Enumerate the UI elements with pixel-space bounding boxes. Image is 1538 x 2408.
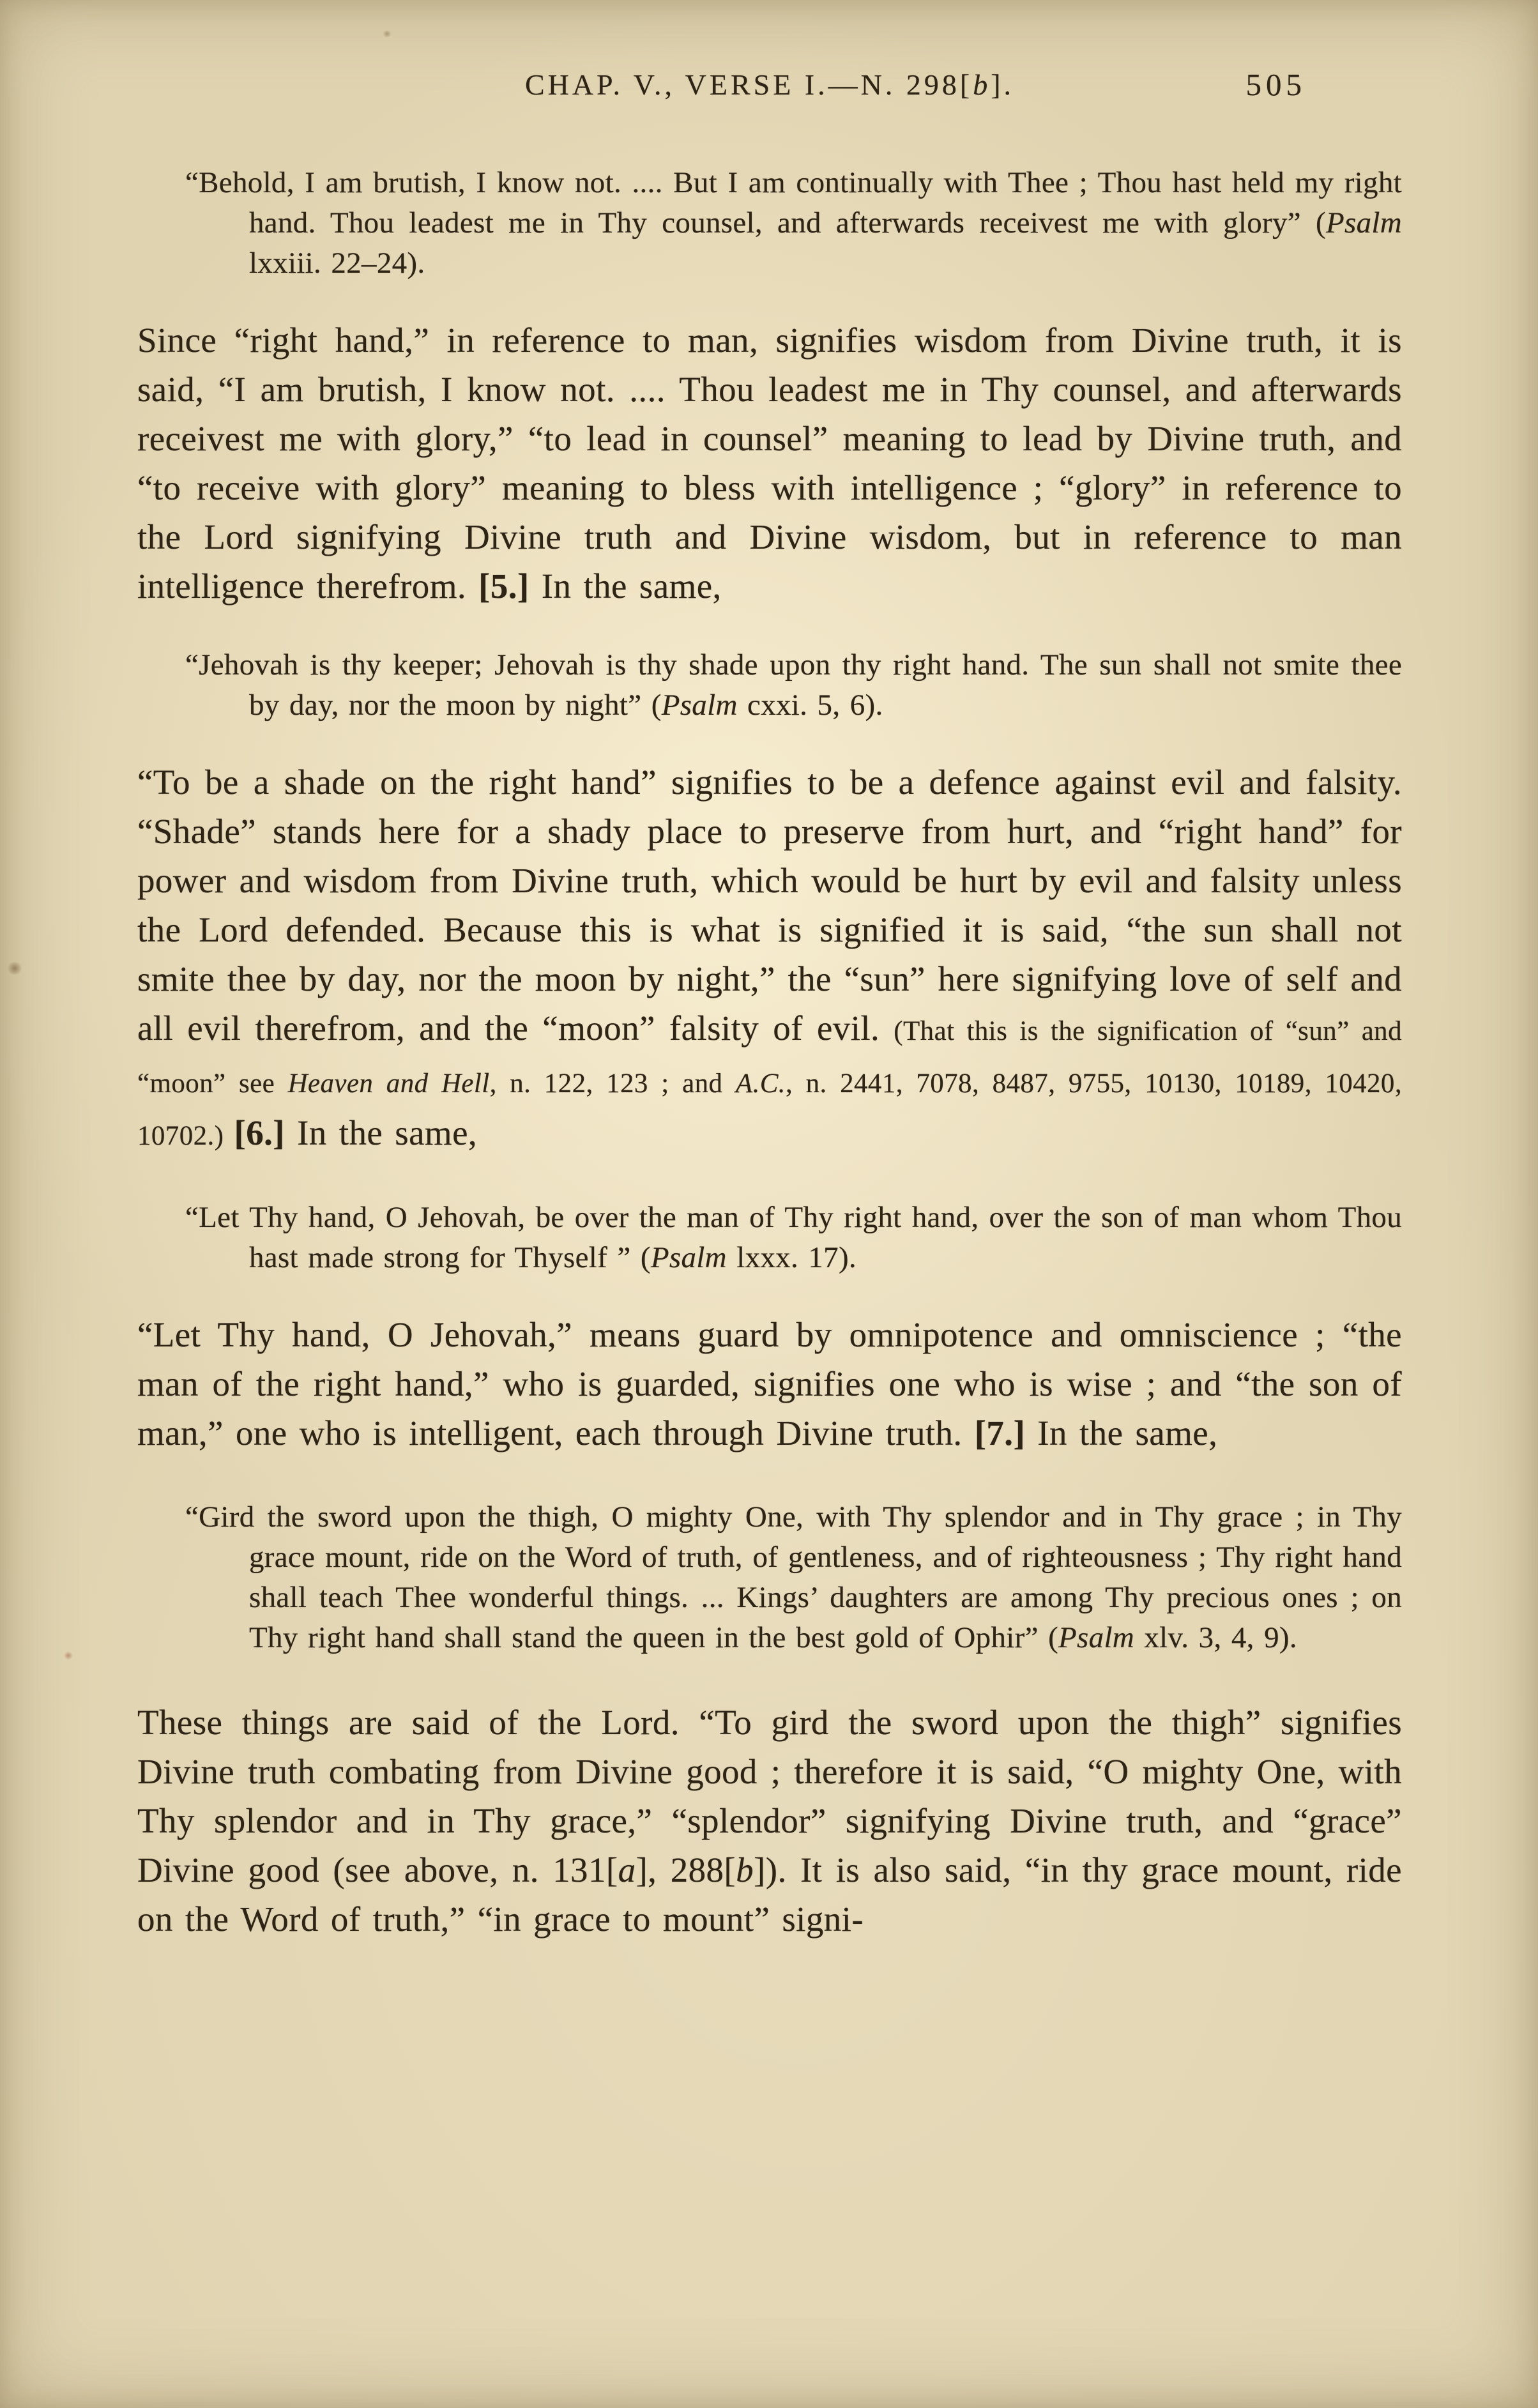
quote-ref-verse: cxxi. 5, 6).	[737, 689, 883, 722]
quote-ref-book: Psalm	[650, 1241, 727, 1274]
paragraph-text: Since “right hand,” in reference to man, signifies wisdom from Divine truth, it is said, “I am brutish, I know not. .... Thou leadest me in Thy counsel, and afterwards receivest me with glory,” “to lead in counsel” meaning to lead by Divine truth, and “to receive with glory” meaning to bless with intelligence ; “glory” in reference to the Lord signifying Divine truth and Divine wisdom, but in reference to man intelligence therefrom.	[137, 321, 1402, 606]
scripture-quote-psalm-45	[137, 1497, 1402, 1658]
chapter-heading-suffix: ].	[991, 68, 1015, 101]
scripture-quote-psalm-121	[137, 645, 1402, 726]
paragraph-text: ], 288[	[636, 1850, 736, 1889]
paragraph-exposition-5	[137, 316, 1402, 611]
chapter-heading-text: CHAP. V., VERSE I.—N. 298[	[524, 68, 973, 101]
paragraph-text: These things are said of the Lord. “To gird the sword upon the thigh” signifies Divine truth combating from Divine good ; therefore it is said, “O mighty One, with Thy splendor and in Thy grace,” “splendor” signifying Divine truth, and “grace” Divine good (see above, n. 131[	[137, 1703, 1402, 1889]
paragraph-exposition-7	[137, 1310, 1402, 1458]
quote-ref-verse: xlv. 3, 4, 9).	[1134, 1621, 1297, 1654]
section-marker-6: [6.]	[234, 1113, 285, 1152]
page-number: 505	[1245, 67, 1306, 102]
quote-text: “Behold, I am brutish, I know not. .... But I am continually with Thee ; Thou hast held my right hand. Thou leadest me in Thy counsel, and afterwards receivest me with glory” (	[185, 166, 1402, 240]
paragraph-exposition-lord	[137, 1698, 1402, 1944]
paragraph-exposition-6	[137, 758, 1402, 1161]
reference-letter-a: a	[618, 1850, 636, 1889]
paragraph-text: In the same,	[284, 1113, 478, 1152]
reference-note: , n. 2441, 7078, 8487, 9755, 10130, 10189, 10420, 10702.)	[137, 1069, 1402, 1151]
quote-text: “Let Thy hand, O Jehovah, be over the man of Thy right hand, over the son of man whom Thou hast made strong for Thyself ” (	[185, 1201, 1402, 1274]
quote-ref-book: Psalm	[1326, 206, 1402, 240]
reference-note: , n. 122, 123 ; and	[489, 1069, 736, 1099]
paragraph-text: In the same,	[529, 567, 722, 606]
reference-note-title: Heaven and Hell	[287, 1069, 490, 1099]
quote-ref-verse: lxxiii. 22–24).	[249, 247, 425, 280]
scripture-quote-psalm-80	[137, 1198, 1402, 1278]
paragraph-text: “To be a shade on the right hand” signifies to be a defence against evil and falsity. “Shade” stands here for a shady place to preserve from hurt, and “right hand” for power and wisdom from Divine truth, which would be hurt by evil and falsity unless the Lord defended. Because this is what is signified it is said, “the sun shall not smite thee by day, nor the moon by night,” the “sun” here signifying love of self and all evil therefrom, and the “moon” falsity of evil.	[137, 763, 1402, 1048]
chapter-heading-letter: b	[973, 68, 991, 101]
running-head	[137, 0, 1402, 102]
quote-text: “Jehovah is thy keeper; Jehovah is thy shade upon thy right hand. The sun shall not smite thee by day, nor the moon by night” (	[185, 648, 1402, 722]
quote-ref-book: Psalm	[661, 689, 738, 722]
paragraph-text: “Let Thy hand, O Jehovah,” means guard by omnipotence and omniscience ; “the man of the right hand,” who is guarded, signifies one who is wise ; and “the son of man,” one who is intelligent, each through Divine truth.	[137, 1315, 1402, 1452]
paragraph-text: In the same,	[1025, 1414, 1218, 1452]
chapter-heading	[525, 68, 1014, 101]
scripture-quote-psalm-73	[137, 163, 1402, 284]
paragraph-text: ]). It is also said, “in thy grace mount, ride on the Word of truth,” “in grace to mount” signi-	[137, 1850, 1402, 1939]
reference-letter-b: b	[736, 1850, 754, 1889]
section-marker-5: [5.]	[478, 567, 529, 606]
section-marker-7: [7.]	[974, 1414, 1026, 1452]
reference-note-title: A.C.	[735, 1069, 786, 1099]
quote-ref-verse: lxxx. 17).	[726, 1241, 857, 1274]
reference-note: (That this is the signification of “sun” and “moon” see	[137, 1016, 1402, 1099]
quote-ref-book: Psalm	[1058, 1621, 1135, 1654]
quote-text: “Gird the sword upon the thigh, O mighty One, with Thy splendor and in Thy grace ; in Thy grace mount, ride on the Word of truth, of gentleness, and of righteousness ; Thy right hand shall teach Thee wonderful things. ... Kings’ daughters are among Thy precious ones ; on Thy right hand shall stand the queen in the best gold of Ophir” (	[185, 1500, 1402, 1654]
